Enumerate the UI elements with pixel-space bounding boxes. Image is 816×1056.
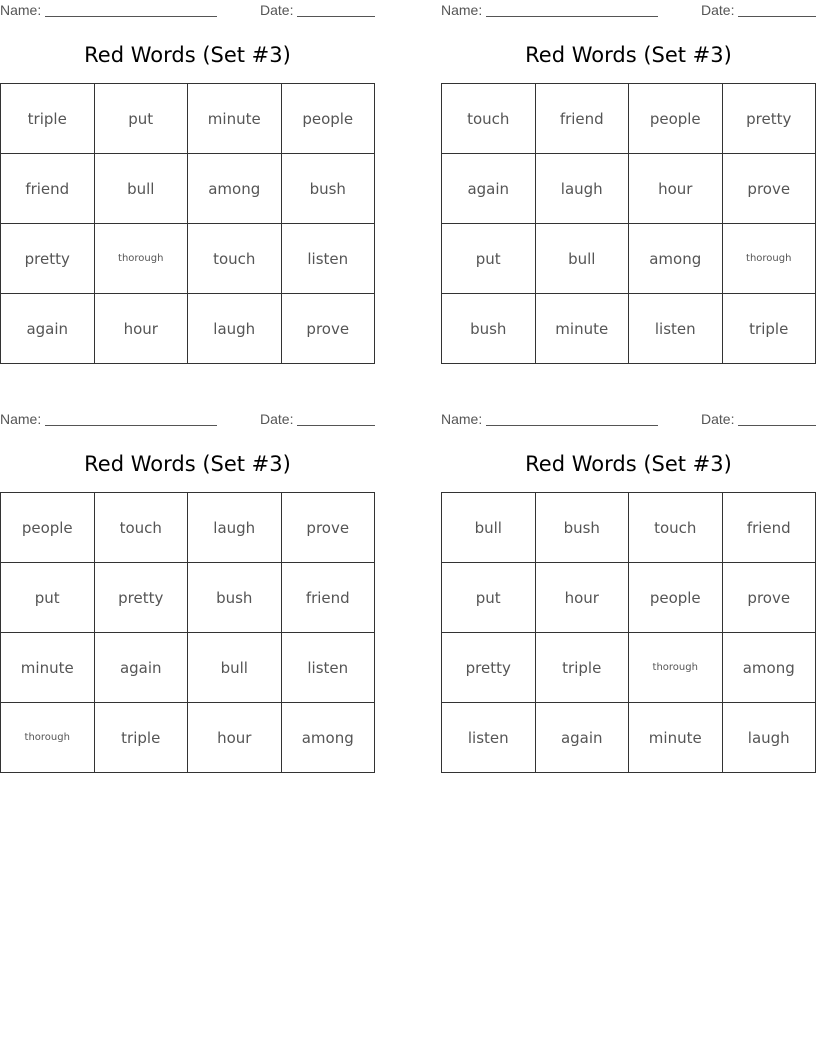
grid-cell[interactable]: again [1,294,95,364]
grid-cell[interactable]: pretty [442,633,536,703]
grid-cell[interactable]: triple [1,84,95,154]
grid-cell[interactable]: pretty [95,563,189,633]
grid-cell[interactable]: bull [95,154,189,224]
name-date-header [0,2,375,20]
name-label: Name: [441,2,483,18]
bingo-card [441,0,816,365]
word-grid [441,83,816,364]
date-label: Date: [260,411,294,427]
grid-cell[interactable]: touch [629,493,723,563]
grid-cell[interactable]: among [723,633,816,703]
grid-cell[interactable]: again [442,154,536,224]
card-title: Red Words (Set #3) [525,43,732,67]
grid-cell[interactable]: pretty [1,224,95,294]
grid-cell[interactable]: hour [188,703,282,773]
date-blank-line[interactable] [738,16,816,17]
grid-cell[interactable]: thorough [1,703,95,773]
bingo-card [0,0,375,365]
grid-cell[interactable]: listen [629,294,723,364]
grid-cell[interactable]: minute [188,84,282,154]
date-label: Date: [701,2,735,18]
grid-cell[interactable]: minute [536,294,630,364]
grid-cell[interactable]: put [95,84,189,154]
date-blank-line[interactable] [297,425,375,426]
grid-cell[interactable]: people [629,563,723,633]
date-blank-line[interactable] [738,425,816,426]
grid-cell[interactable]: again [536,703,630,773]
card-title: Red Words (Set #3) [525,452,732,476]
grid-cell[interactable]: laugh [188,493,282,563]
grid-cell[interactable]: listen [442,703,536,773]
grid-cell[interactable]: thorough [95,224,189,294]
name-blank-line[interactable] [486,425,658,426]
date-label: Date: [260,2,294,18]
grid-cell[interactable]: laugh [723,703,816,773]
card-title: Red Words (Set #3) [84,43,291,67]
grid-cell[interactable]: touch [95,493,189,563]
name-blank-line[interactable] [486,16,658,17]
date-blank-line[interactable] [297,16,375,17]
grid-cell[interactable]: minute [629,703,723,773]
grid-cell[interactable]: friend [1,154,95,224]
grid-cell[interactable]: people [629,84,723,154]
name-label: Name: [441,411,483,427]
grid-cell[interactable]: friend [282,563,376,633]
grid-cell[interactable]: triple [723,294,816,364]
grid-cell[interactable]: put [442,224,536,294]
grid-cell[interactable]: listen [282,633,376,703]
name-label: Name: [0,2,42,18]
grid-cell[interactable]: triple [536,633,630,703]
card-title: Red Words (Set #3) [84,452,291,476]
grid-cell[interactable]: hour [95,294,189,364]
grid-cell[interactable]: prove [723,563,816,633]
grid-cell[interactable]: laugh [536,154,630,224]
grid-cell[interactable]: pretty [723,84,816,154]
grid-cell[interactable]: triple [95,703,189,773]
grid-cell[interactable]: thorough [629,633,723,703]
grid-cell[interactable]: listen [282,224,376,294]
name-blank-line[interactable] [45,425,217,426]
word-grid [0,492,375,773]
word-grid [0,83,375,364]
grid-cell[interactable]: hour [629,154,723,224]
name-blank-line[interactable] [45,16,217,17]
grid-cell[interactable]: bush [188,563,282,633]
grid-cell[interactable]: bull [188,633,282,703]
grid-cell[interactable]: people [282,84,376,154]
grid-cell[interactable]: prove [723,154,816,224]
word-grid [441,492,816,773]
grid-cell[interactable]: bush [282,154,376,224]
grid-cell[interactable]: people [1,493,95,563]
grid-cell[interactable]: thorough [723,224,816,294]
grid-cell[interactable]: laugh [188,294,282,364]
grid-cell[interactable]: among [629,224,723,294]
grid-cell[interactable]: prove [282,493,376,563]
grid-cell[interactable]: bush [536,493,630,563]
grid-cell[interactable]: friend [723,493,816,563]
grid-cell[interactable]: bull [536,224,630,294]
grid-cell[interactable]: hour [536,563,630,633]
grid-cell[interactable]: put [1,563,95,633]
name-date-header [441,2,816,20]
grid-cell[interactable]: friend [536,84,630,154]
date-label: Date: [701,411,735,427]
grid-cell[interactable]: touch [442,84,536,154]
bingo-card [0,409,375,774]
name-date-header [441,411,816,429]
grid-cell[interactable]: minute [1,633,95,703]
grid-cell[interactable]: prove [282,294,376,364]
grid-cell[interactable]: put [442,563,536,633]
grid-cell[interactable]: among [282,703,376,773]
bingo-card [441,409,816,774]
grid-cell[interactable]: among [188,154,282,224]
grid-cell[interactable]: bush [442,294,536,364]
grid-cell[interactable]: bull [442,493,536,563]
grid-cell[interactable]: touch [188,224,282,294]
name-label: Name: [0,411,42,427]
name-date-header [0,411,375,429]
grid-cell[interactable]: again [95,633,189,703]
